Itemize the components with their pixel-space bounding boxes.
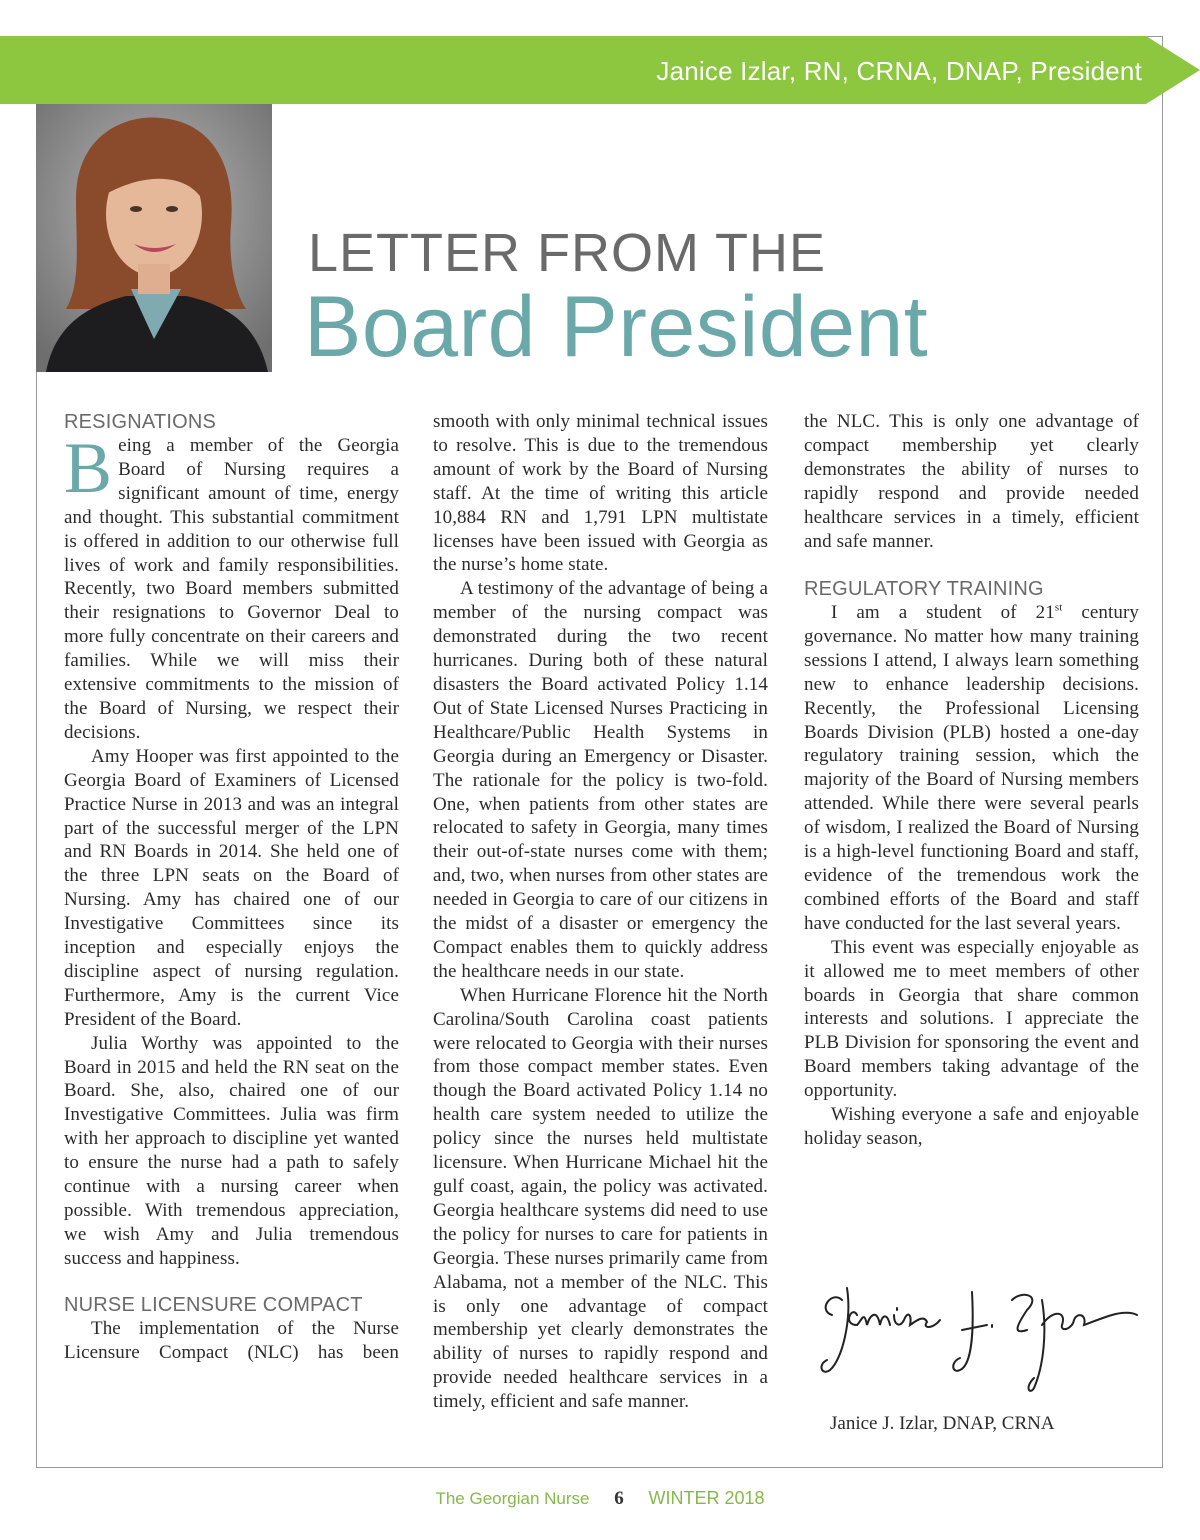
heading-nlc: NURSE LICENSURE COMPACT xyxy=(64,1293,363,1316)
author-byline: Janice Izlar, RN, CRNA, DNAP, President xyxy=(656,56,1142,86)
signature-name: Janice J. Izlar, DNAP, CRNA xyxy=(830,1413,1055,1434)
column-1 xyxy=(64,410,399,1365)
nlc-continued xyxy=(433,410,768,1430)
paragraph: smooth with only minimal technical issues to resolve. This is due to the tremendous amount of work by the Board of Nursing staff. At the time of writing this article 10,884 RN and 1,791 LPN multistate licenses have been issued with Georgia as the nurse’s home state. xyxy=(433,411,768,576)
page-number: 6 xyxy=(614,1488,624,1509)
column-2 xyxy=(433,410,768,1430)
page-footer xyxy=(0,1488,1200,1510)
paragraph: This event was especially enjoyable as it allowed me to meet members of other boards in Georgia that share common interests and solutions. I appreciate the PLB Division for sponsoring the event and Board members taking advantage of the opportunity. xyxy=(804,936,1139,1102)
paragraph: Julia Worthy was appointed to the Board in 2015 and held the RN seat on the Board. She, also, chaired one of our Investigative Committees. Julia was firm with her approach to discipline yet wanted to ensure the nurse had a path to safely continue with a nursing career when possible. With tremendous appreciation, we wish Amy and Julia tremendous success and happiness. xyxy=(64,1032,399,1269)
paragraph: Wishing everyone a safe and enjoyable holiday season, xyxy=(804,1104,1139,1149)
heading-resignations: RESIGNATIONS xyxy=(64,411,217,433)
issue-name: WINTER 2018 xyxy=(648,1488,765,1508)
paragraph: Amy Hooper was first appointed to the Georgia Board of Examiners of Licensed Practice Nurse in 2013 and was an integral part of the successful merger of the LPN and RN Boards in 2014. She held one of the three LPN seats on the Board of Nursing. Amy has chaired one of our Investigative Committees since its inception and especially enjoys the discipline aspect of nursing regulation. Furthermore, Amy is the current Vice President of the Board. xyxy=(64,745,399,1030)
paragraph: the NLC. This is only one advantage of compact membership yet clearly demonstrates the ability of nurses to rapidly respond and provide needed healthcare services in a timely, efficient and safe manner. xyxy=(804,411,1139,552)
paragraph: When Hurricane Florence hit the North Carolina/South Carolina coast patients were relocated to Georgia with their nurses from those compact member states. Even though the Board activated Policy 1.14 no health care system needed to utilize the policy since the nurses held multistate licensure. When Hurricane Michael hit the gulf coast, again, the policy was activated. Georgia healthcare systems did need to use the policy for nurses to care for patients in Georgia. These nurses primarily came from Alabama, not a member of the NLC. This is only one advantage of compact membership yet clearly demonstrates the ability of nurses to rapidly respond and provide needed healthcare services in a timely, efficient and safe manner. xyxy=(433,984,768,1413)
drop-cap: B xyxy=(64,428,113,508)
title-line-2: Board President xyxy=(304,279,929,375)
nlc-end xyxy=(804,410,1139,553)
handwritten-signature xyxy=(812,1270,1142,1400)
publication-name: The Georgian Nurse xyxy=(435,1489,590,1508)
header-banner xyxy=(0,36,1200,104)
heading-training: REGULATORY TRAINING xyxy=(804,578,1044,600)
author-portrait xyxy=(36,104,272,372)
paragraph: Being a member of the Georgia Board of Nursing requires a significant amount of time, energy and thought. This substantial commitment is offered in addition to our otherwise full lives of work and family responsibilities. Recently, two Board members submitted their resignations to Governor Deal to more fully concentrate on their careers and families. While we will miss their extensive commitments to the mission of the Board of Nursing, we respect their decisions. xyxy=(64,428,399,743)
title-line-1: LETTER FROM THE xyxy=(308,223,827,283)
paragraph: The implementation of the Nurse Licensure Compact (NLC) has been xyxy=(64,1317,399,1363)
paragraph: I am a student of 21st century governance. No matter how many training sessions I attend, I always learn something new to enhance leadership decisions. Recently, the Professional Licensing Boards Division (PLB) hosted a one-day regulatory training session, which the majority of the Board of Nursing members attended. While there were several pearls of wisdom, I realized the Board of Nursing is a high-level functioning Board and staff, evidence of the tremendous work the combined efforts of the Board and staff have conducted for the last several years. xyxy=(804,601,1139,934)
column-3 xyxy=(804,410,1139,1151)
paragraph: A testimony of the advantage of being a member of the nursing compact was demonstrated during the two recent hurricanes. During both of these natural disasters the Board activated Policy 1.14 Out of State Licensed Nurses Practicing in Healthcare/Public Health Systems in Georgia during an Emergency or Disaster. The rationale for the policy is two-fold. One, when patients from other states are relocated to safety in Georgia, many times their out-of-state nurses come with them; and, two, when nurses from other states are needed in Georgia to care of our citizens in the midst of a disaster or emergency the Compact enables them to quickly address the healthcare needs in our state. xyxy=(433,578,768,982)
